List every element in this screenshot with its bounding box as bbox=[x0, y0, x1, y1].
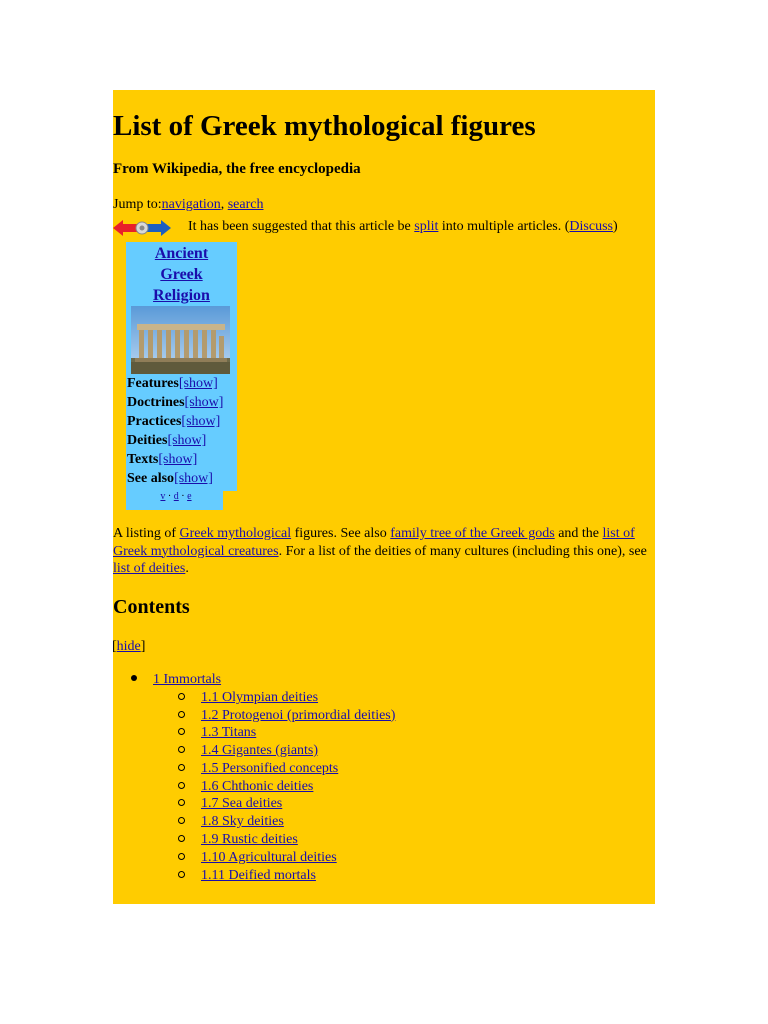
sidebar-row-label: See also bbox=[127, 471, 175, 486]
toc-link[interactable]: 1.2 Protogenoi (primordial deities) bbox=[201, 707, 396, 723]
split-link[interactable]: split bbox=[414, 219, 439, 234]
circle-bullet-icon bbox=[178, 853, 185, 860]
toc-link[interactable]: 1.10 Agricultural deities bbox=[201, 849, 337, 865]
bullet-icon bbox=[131, 675, 137, 681]
intro-text: and the bbox=[554, 526, 603, 541]
intro-text: A listing of bbox=[113, 526, 180, 541]
toc-link[interactable]: 1.11 Deified mortals bbox=[201, 867, 316, 883]
toc-toggle bbox=[112, 639, 145, 655]
show-features-link[interactable]: [show] bbox=[178, 376, 218, 391]
toc-subitem bbox=[178, 779, 313, 795]
circle-bullet-icon bbox=[178, 817, 185, 824]
sidebar-row-doctrines bbox=[127, 395, 223, 411]
sidebar-title-link[interactable] bbox=[126, 243, 237, 306]
show-deities-link[interactable]: [show] bbox=[167, 433, 207, 448]
religion-sidebar bbox=[126, 242, 237, 510]
page-subtitle: From Wikipedia, the free encyclopedia bbox=[113, 161, 361, 177]
circle-bullet-icon bbox=[178, 693, 185, 700]
article-page bbox=[113, 90, 655, 904]
toc-subitem bbox=[178, 690, 318, 706]
search-link[interactable]: search bbox=[227, 197, 264, 212]
intro-text: . bbox=[185, 561, 189, 576]
toc-subitem bbox=[178, 761, 338, 777]
hide-toc-link[interactable]: hide bbox=[116, 639, 141, 654]
toc-link[interactable]: 1.7 Sea deities bbox=[201, 796, 283, 811]
show-texts-link[interactable]: [show] bbox=[158, 452, 198, 467]
jump-prefix: Jump to: bbox=[113, 197, 162, 212]
view-link[interactable]: v bbox=[160, 491, 166, 502]
circle-bullet-icon bbox=[178, 782, 185, 789]
sidebar-row-label: Deities bbox=[127, 433, 168, 448]
circle-bullet-icon bbox=[178, 746, 185, 753]
circle-bullet-icon bbox=[178, 711, 185, 718]
intro-text: . For a list of the deities of many cultures (including this one), see bbox=[278, 543, 647, 559]
split-notice-text-2: into multiple articles. ( bbox=[438, 219, 570, 234]
toc-link[interactable]: 1.3 Titans bbox=[201, 725, 257, 740]
sidebar-corner bbox=[223, 491, 237, 510]
sidebar-row-see-also bbox=[127, 471, 213, 487]
split-notice-text-3: ) bbox=[612, 219, 618, 234]
toc-subitem bbox=[178, 708, 395, 724]
toc-link[interactable]: 1.5 Personified concepts bbox=[201, 761, 339, 776]
show-practices-link[interactable]: [show] bbox=[181, 414, 221, 429]
circle-bullet-icon bbox=[178, 871, 185, 878]
sidebar-row-label: Texts bbox=[127, 452, 159, 467]
bracket: ] bbox=[140, 639, 146, 654]
toc-subitem bbox=[178, 832, 298, 848]
discuss-template-link[interactable]: d bbox=[173, 491, 179, 502]
discuss-link[interactable]: Discuss bbox=[569, 219, 613, 234]
intro-text: figures. See also bbox=[291, 526, 391, 541]
edit-template-link[interactable]: e bbox=[187, 491, 192, 502]
sidebar-row-texts bbox=[127, 452, 197, 468]
sidebar-row-label: Features bbox=[127, 376, 179, 391]
toc-subitem bbox=[178, 850, 337, 866]
family-tree-link[interactable]: family tree of the Greek gods bbox=[390, 526, 555, 541]
intro-paragraph bbox=[113, 525, 653, 578]
vde-separator: · bbox=[165, 491, 174, 502]
sidebar-row-features bbox=[127, 376, 218, 392]
toc-link[interactable]: 1.1 Olympian deities bbox=[201, 690, 319, 705]
page-title: List of Greek mythological figures bbox=[113, 110, 536, 142]
navigation-link[interactable]: navigation bbox=[161, 197, 221, 212]
toc-link[interactable]: 1.8 Sky deities bbox=[201, 814, 284, 829]
circle-bullet-icon bbox=[178, 764, 185, 771]
sidebar-title-line-1[interactable]: Ancient bbox=[154, 245, 209, 262]
split-arrows-icon bbox=[113, 219, 171, 237]
toc-subitem bbox=[178, 725, 256, 741]
bracket: [ bbox=[112, 639, 117, 654]
show-doctrines-link[interactable]: [show] bbox=[184, 395, 224, 410]
toc-item-immortals bbox=[131, 672, 221, 688]
circle-bullet-icon bbox=[178, 728, 185, 735]
sidebar-row-label: Practices bbox=[127, 414, 182, 429]
vde-separator: · bbox=[178, 491, 188, 502]
circle-bullet-icon bbox=[178, 835, 185, 842]
temple-image[interactable] bbox=[131, 306, 230, 374]
split-notice-text: It has been suggested that this article be bbox=[188, 219, 415, 234]
toc-link[interactable]: 1.9 Rustic deities bbox=[201, 832, 298, 847]
jump-to-links bbox=[113, 197, 264, 213]
toc-subitem bbox=[178, 743, 318, 759]
circle-bullet-icon bbox=[178, 799, 185, 806]
toc-subitem bbox=[178, 868, 316, 884]
contents-heading: Contents bbox=[113, 596, 190, 618]
toc-link[interactable]: 1 Immortals bbox=[153, 672, 222, 687]
toc-subitem bbox=[178, 796, 282, 812]
sidebar-row-label: Doctrines bbox=[127, 395, 185, 410]
sidebar-title-line-2[interactable]: Greek bbox=[160, 266, 203, 283]
greek-mythological-link[interactable]: Greek mythological bbox=[179, 526, 292, 541]
creatures-list-link[interactable]: list of Greek mythological creatures bbox=[113, 526, 635, 559]
view-discuss-edit-links bbox=[126, 491, 226, 502]
toc-subitem bbox=[178, 814, 284, 830]
sidebar-title-line-3[interactable]: Religion bbox=[153, 287, 210, 304]
jump-separator: , bbox=[220, 197, 228, 212]
sidebar-row-deities bbox=[127, 433, 206, 449]
toc-link[interactable]: 1.4 Gigantes (giants) bbox=[201, 743, 319, 758]
split-notice bbox=[188, 219, 618, 235]
toc-link[interactable]: 1.6 Chthonic deities bbox=[201, 778, 314, 794]
show-see-also-link[interactable]: [show] bbox=[174, 471, 213, 486]
list-of-deities-link[interactable]: list of deities bbox=[113, 561, 186, 576]
sidebar-row-practices bbox=[127, 414, 220, 430]
